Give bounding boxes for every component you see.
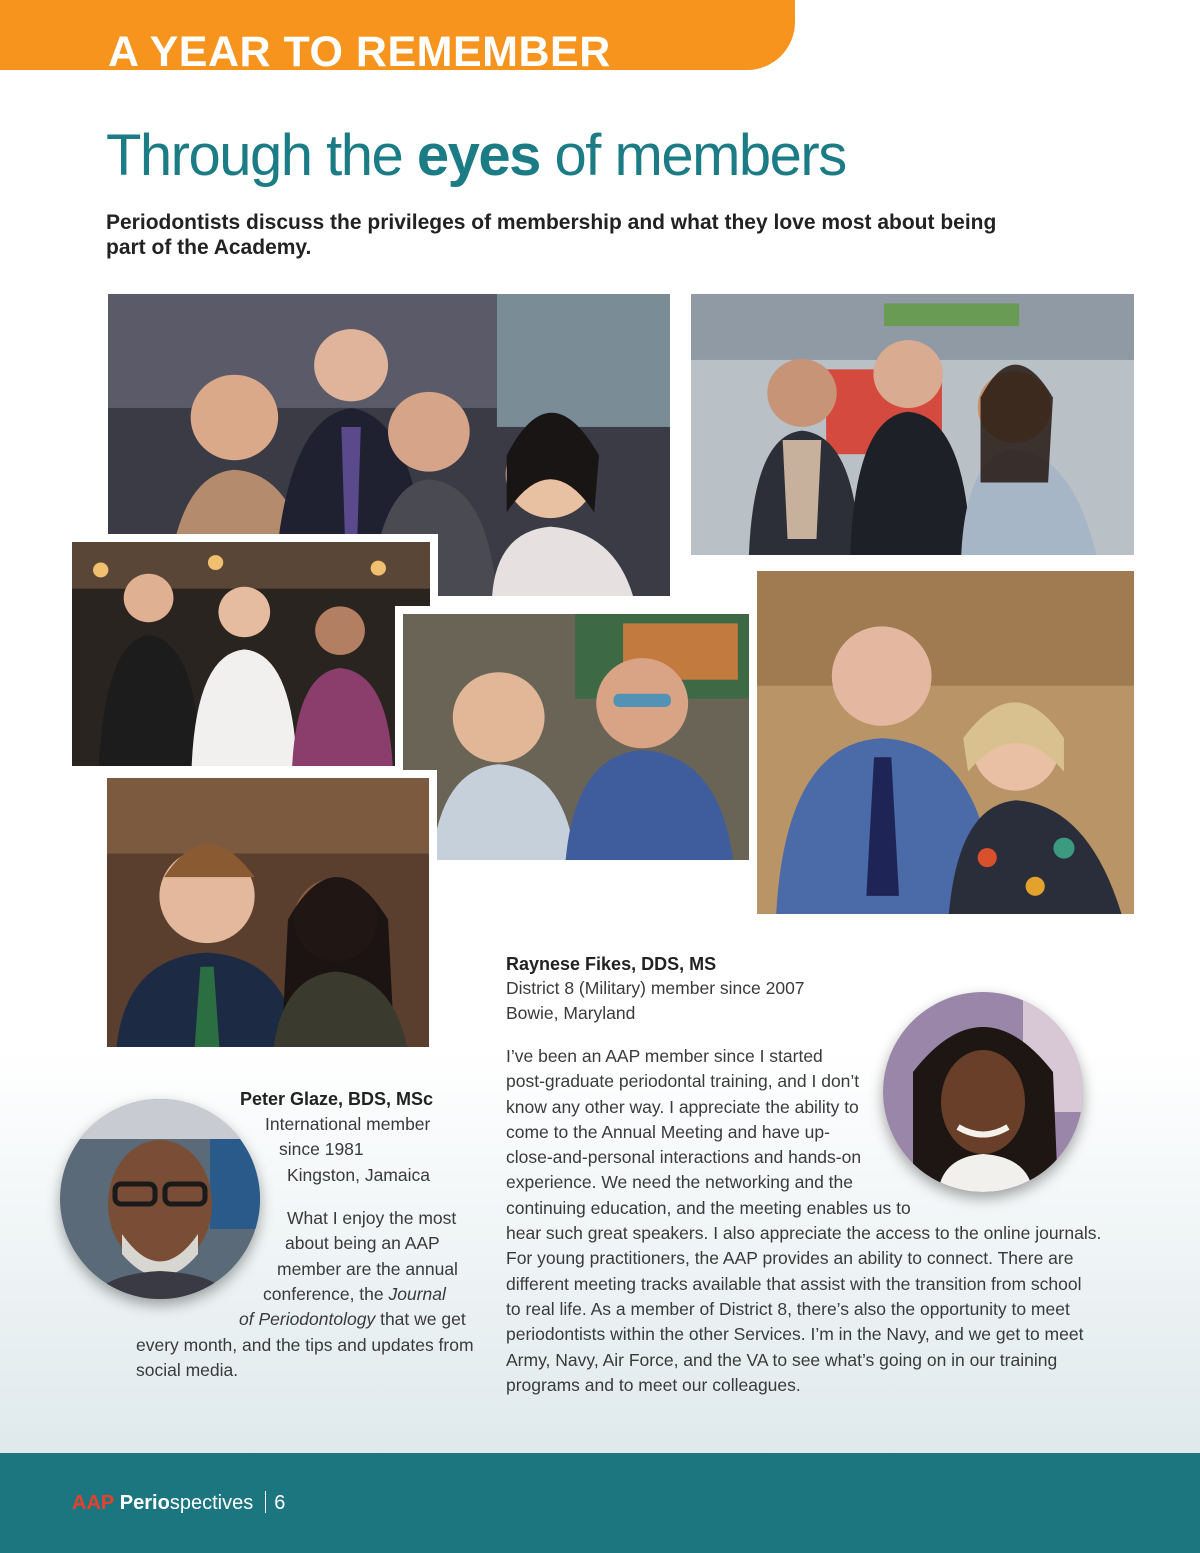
raynese-location: Bowie, Maryland xyxy=(506,1003,636,1023)
page-headline xyxy=(106,122,846,189)
peter-quote-line: social media. xyxy=(136,1360,239,1380)
photo-two-men-blue-glasses xyxy=(395,606,765,868)
quote-line: I’ve been an AAP member since I started xyxy=(506,1046,823,1066)
quote-line: come to the Annual Meeting and have up- xyxy=(506,1121,830,1142)
peter-quote-line xyxy=(263,1284,446,1305)
quote-line: For young practitioners, the AAP provides an ability to connect. There are xyxy=(506,1248,1074,1269)
photo-three-women-expo xyxy=(683,286,1142,563)
raynese-name: Raynese Fikes, DDS, MS xyxy=(506,954,717,974)
journal-title: Journal xyxy=(388,1284,446,1304)
brand-spectives: spectives xyxy=(169,1492,254,1514)
page-subhead: Periodontists discuss the privileges of membership and what they love most about being part of the Academy. xyxy=(106,211,997,259)
peter-name: Peter Glaze, BDS, MSc xyxy=(240,1089,434,1109)
page-number: 6 xyxy=(274,1492,286,1514)
publication-brand xyxy=(72,1491,285,1515)
raynese-membership: District 8 (Military) member since 2007 xyxy=(506,978,805,998)
peter-portrait xyxy=(60,1099,260,1299)
quote-line: know any other way. I appreciate the ability to xyxy=(506,1096,859,1117)
photo-man-woman-suit xyxy=(749,563,1142,922)
headline-post: of members xyxy=(539,123,846,188)
peter-quote-line: What I enjoy the most xyxy=(287,1208,457,1228)
peter-quote-text: conference, the xyxy=(263,1284,389,1304)
brand-perio: Perio xyxy=(119,1492,170,1514)
quote-line: to real life. As a member of District 8, there’s also the opportunity to meet xyxy=(506,1298,1070,1319)
quote-line: hear such great speakers. I also appreciate the access to the online journals. xyxy=(506,1223,1102,1244)
quote-line: post-graduate periodontal training, and I don’t xyxy=(506,1071,860,1092)
quote-line: close-and-personal interactions and hands-on xyxy=(506,1147,862,1168)
peter-membership-line2: since 1981 xyxy=(279,1139,364,1159)
section-title: A YEAR TO REMEMBER xyxy=(108,28,611,70)
quote-line: experience. We need the networking and the xyxy=(506,1172,853,1193)
footer-divider xyxy=(265,1491,266,1513)
peter-quote-line: member are the annual xyxy=(277,1259,458,1279)
peter-location: Kingston, Jamaica xyxy=(287,1165,430,1185)
quote-line: programs and to meet our colleagues. xyxy=(506,1374,801,1395)
headline-pre: Through the xyxy=(106,123,417,188)
peter-quote-line: every month, and the tips and updates from xyxy=(136,1335,474,1355)
section-banner xyxy=(0,0,795,70)
journal-title-cont: of Periodontology xyxy=(239,1309,376,1329)
raynese-portrait xyxy=(883,992,1083,1192)
quote-line: Army, Navy, Air Force, and the VA to see what’s going on in our training xyxy=(506,1349,1058,1370)
page-footer xyxy=(0,1453,1200,1553)
headline-emphasis: eyes xyxy=(416,123,540,188)
peter-quote-text: that we get xyxy=(375,1309,466,1329)
quote-line: continuing education, and the meeting enables us to xyxy=(506,1197,911,1218)
quote-line: different meeting tracks available that assist with the transition from school xyxy=(506,1273,1082,1294)
brand-aap: AAP xyxy=(72,1492,115,1514)
peter-membership-line1: International member xyxy=(265,1114,431,1134)
quote-line: periodontists within the other Services. I’m in the Navy, and we get to meet xyxy=(506,1324,1084,1345)
peter-quote-line: about being an AAP xyxy=(285,1233,440,1253)
photo-man-woman-smiling xyxy=(99,770,437,1055)
photo-three-women-evening xyxy=(64,534,438,774)
peter-quote-line xyxy=(239,1309,466,1330)
